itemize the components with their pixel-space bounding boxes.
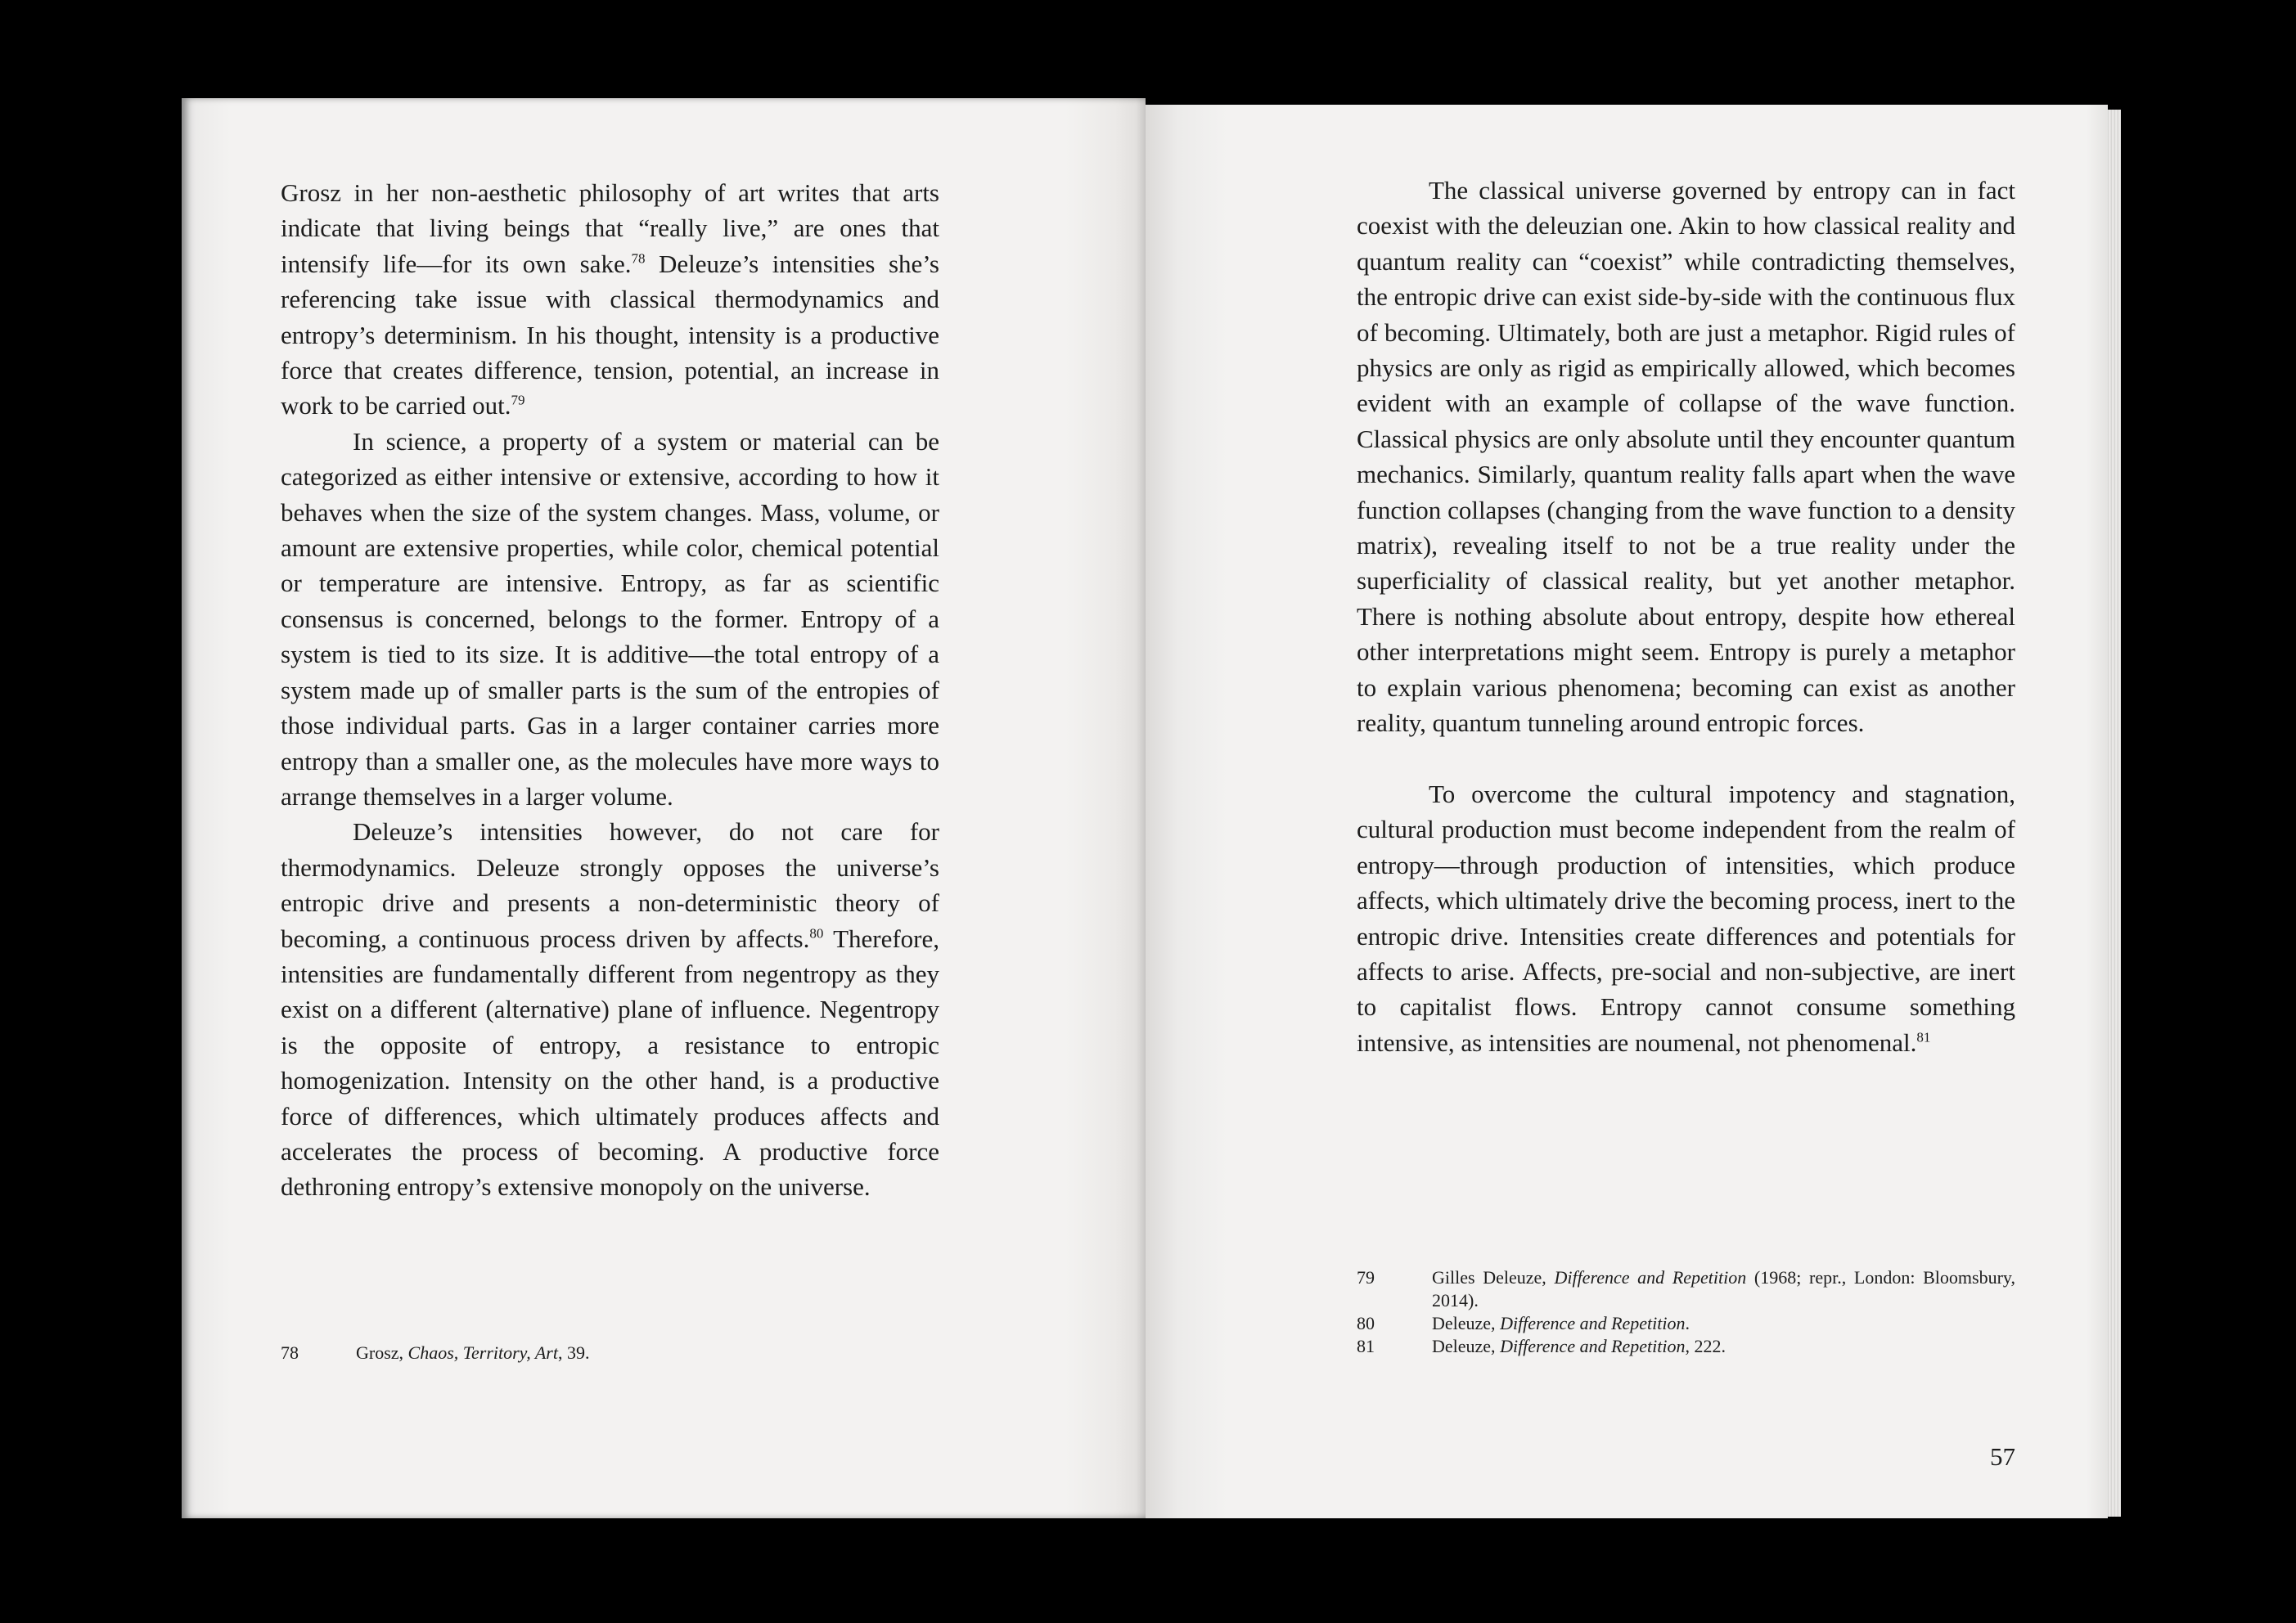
paragraph-gap [1357, 741, 2015, 776]
paragraph: Deleuze’s intensities however, do not care for thermodynamics. Deleuze strongly opposes the universe’s entropic drive and presents a non-deterministic theory of becoming, a continuous process driven by affects.$^{80}$ Therefore, intensities are fundamentally different from negentropy as they exist on a different (alternative) plane of influence. Negentropy is the opposite of entropy, a resistance to entropic homogenization. Intensity on the other hand, is a productive force of differences, which ultimately produces affects and accelerates the process of becoming. A productive force dethroning entropy’s extensive monopoly on the universe. [281, 817, 939, 1202]
footnote-ref: 79 [511, 393, 525, 409]
right-page-footnotes [1357, 1266, 2015, 1358]
footnote-text: Gilles Deleuze, Difference and Repetition (1968; repr., London: Bloomsbury, 2014). [1432, 1267, 2015, 1311]
footnote [1357, 1335, 2015, 1358]
left-page-footnotes [281, 1342, 939, 1364]
footnote [1357, 1312, 2015, 1335]
right-page [1146, 105, 2108, 1518]
page-edges [2108, 110, 2121, 1517]
footnote-ref: 81 [1916, 1029, 1931, 1045]
footnote-text: Deleuze, Difference and Repetition, 222. [1432, 1336, 1727, 1356]
italic-title: Difference and Repetition [1554, 1267, 1747, 1288]
page-number: 57 [1990, 1442, 2015, 1471]
footnote [281, 1342, 939, 1364]
footnote [1357, 1266, 2015, 1312]
paragraph: The classical universe governed by entropy can in fact coexist with the deleuzian one. Akin to how classical reality and quantum reality can “coexist” while contradicting themselves, the entropic drive can exist side-by-side with the continuous flux of becoming. Ultimately, both are just a metaphor. Rigid rules of physics are only as rigid as empirically allowed, which becomes evident with an example of collapse of the wave function. Classical physics are only absolute until they encounter quantum mechanics. Similarly, quantum reality falls apart when the wave function collapses (changing from the wave function to a density matrix), revealing itself to not be a true reality under the superficiality of classical reality, but yet another metaphor. There is nothing absolute about entropy, despite how ethereal other interpretations might seem. Entropy is purely a metaphor to explain various phenomena; becoming can exist as another reality, quantum tunneling around entropic forces. [1357, 176, 2015, 738]
footnote-ref: 78 [631, 250, 646, 267]
footnote-number: 80 [1357, 1313, 1375, 1333]
right-page-body [1357, 173, 2015, 1060]
footnote-ref: 80 [809, 925, 824, 942]
footnote-text: Deleuze, Difference and Repetition. [1432, 1313, 1690, 1333]
footnote-text: Grosz, Chaos, Territory, Art, 39. [356, 1342, 590, 1363]
left-page-body [281, 175, 939, 1205]
italic-title: Chaos, Territory, Art [407, 1342, 558, 1363]
left-page [182, 98, 1146, 1518]
paragraph: To overcome the cultural impotency and stagnation, cultural production must become independent from the realm of entropy—through production of intensities, which produce affects, which ultimately drive the becoming process, inert to the entropic drive. Intensities create differences and potentials for affects to arise. Affects, pre-social and non-subjective, are inert to capitalist flows. Entropy cannot consume something intensive, as intensities are noumenal, not phenomenal.$^{81}$ [1357, 779, 2015, 1057]
footnote-number: 78 [281, 1342, 299, 1363]
paragraph: In science, a property of a system or material can be categorized as either intensive or extensive, according to how it behaves when the size of the system changes. Mass, volume, or amount are extensive properties, while color, chemical potential or temperature are intensive. Entropy, as far as scientific consensus is concerned, belongs to the former. Entropy of a system is tied to its size. It is additive—the total entropy of a system made up of smaller parts is the sum of the entropies of those individual parts. Gas in a larger container carries more entropy than a smaller one, as the molecules have more ways to arrange themselves in a larger volume. [281, 426, 939, 811]
italic-title: Difference and Repetition [1500, 1313, 1686, 1333]
footnote-number: 81 [1357, 1336, 1375, 1356]
footnote-number: 79 [1357, 1267, 1375, 1288]
italic-title: Difference and Repetition [1500, 1336, 1686, 1356]
paragraph: Grosz in her non-aesthetic philosophy of art writes that arts indicate that living beings that “really live,” are ones that intensify life—for its own sake.$^{78}$ Deleuze’s intensities she’s referencing take issue with classical thermodynamics and entropy’s determinism. In his thought, intensity is a productive force that creates difference, tension, potential, an increase in work to be carried out.$^{79}$ [281, 178, 939, 420]
